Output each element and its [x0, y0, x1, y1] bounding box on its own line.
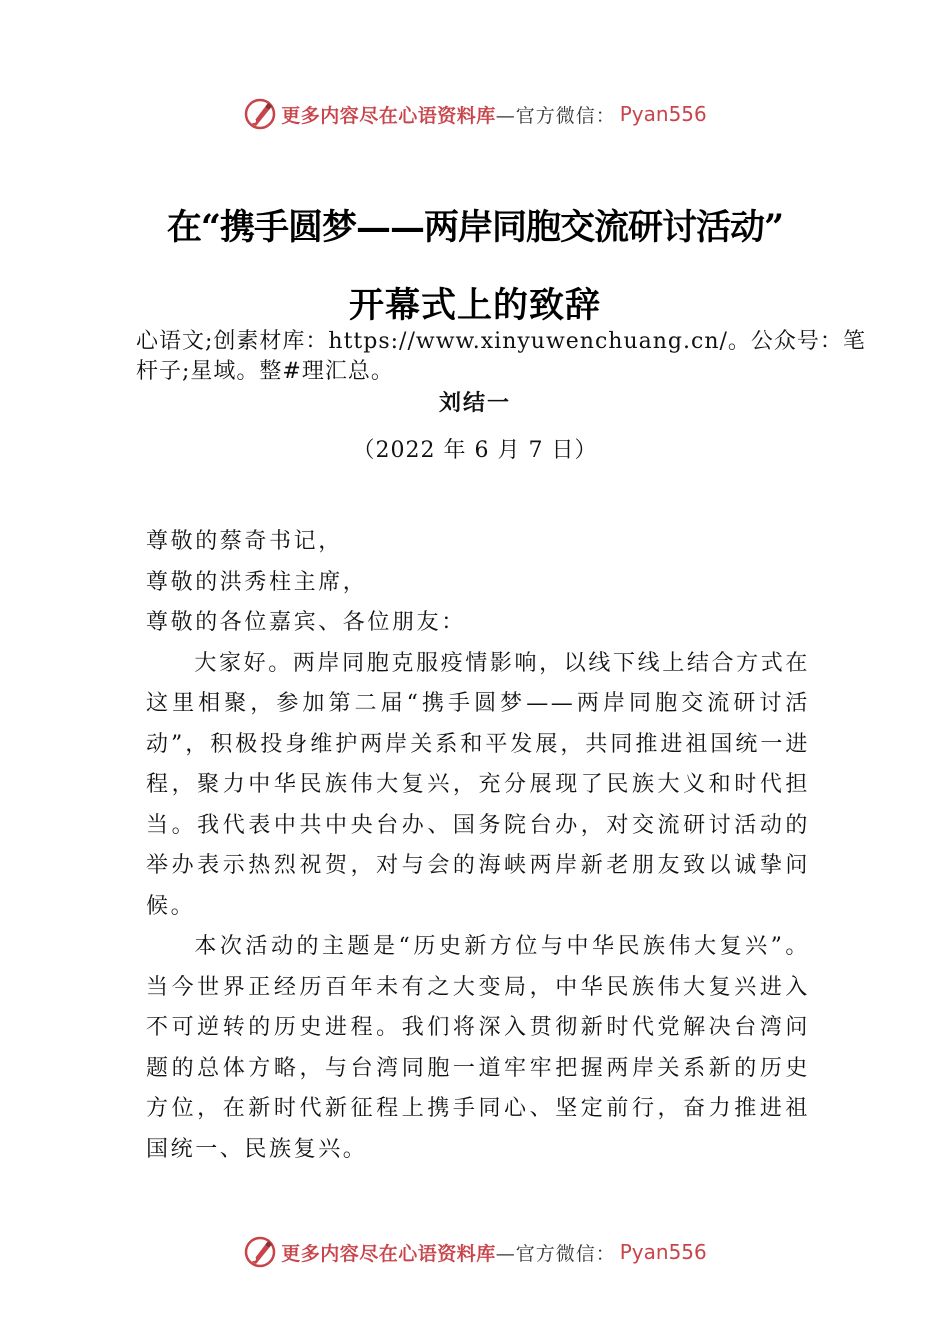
salutation-line: 尊敬的各位嘉宾、各位朋友：: [146, 610, 466, 635]
document-title-line2: 开幕式上的致辞: [348, 285, 601, 326]
body-paragraph: 本次活动的主题是“历史新方位与中华民族伟大复兴”。当今世界正经历百年未有之大变局，中华民族伟大复兴进入不可逆转的历史进程。我们将深入贯彻新时代党解决台湾问题的总体方略，与台湾同胞一道牢牢把握两岸关系新的历史方位，在新时代新征程上携手同心、坚定前行，奋力推进祖国统一、民族复兴。: [146, 934, 810, 1162]
banner-sub-text: —官方微信：: [495, 104, 616, 127]
banner-wechat-id: Pyan556: [619, 102, 707, 126]
author-name: 刘结一: [438, 390, 511, 416]
body-paragraph: 大家好。两岸同胞克服疫情影响，以线下线上结合方式在这里相聚，参加第二届“携手圆梦——两岸同胞交流研讨活动”，积极投身维护两岸关系和平发展，共同推进祖国统一进程，聚力中华民族伟大复兴，充分展现了民族大义和时代担当。我代表中共中央台办、国务院台办，对交流研讨活动的举办表示热烈祝贺，对与会的海峡两岸新老朋友致以诚挚问候。: [146, 650, 810, 919]
pen-logo-icon: [243, 1235, 277, 1269]
pen-logo-icon: [243, 97, 277, 131]
header-banner: [0, 94, 950, 134]
footer-banner: [0, 1232, 950, 1272]
banner-main-text: 更多内容尽在心语资料库: [281, 1242, 496, 1265]
document-title-line1: 在“携手圆梦——两岸同胞交流研讨活动”: [166, 207, 784, 248]
banner-main-text: 更多内容尽在心语资料库: [281, 104, 496, 127]
salutation-line: 尊敬的蔡奇书记，: [146, 529, 343, 554]
promo-text: 心语文;创素材库：https://www.xinyuwenchuang.cn/。公众号：笔杆子;星域。整#理汇总。: [136, 329, 866, 384]
speech-date: （2022 年 6 月 7 日）: [352, 438, 598, 463]
salutation-line: 尊敬的洪秀柱主席，: [146, 569, 368, 595]
banner-sub-text: —官方微信：: [495, 1242, 616, 1265]
banner-wechat-id: Pyan556: [619, 1240, 707, 1264]
speech-body: [146, 522, 810, 1170]
